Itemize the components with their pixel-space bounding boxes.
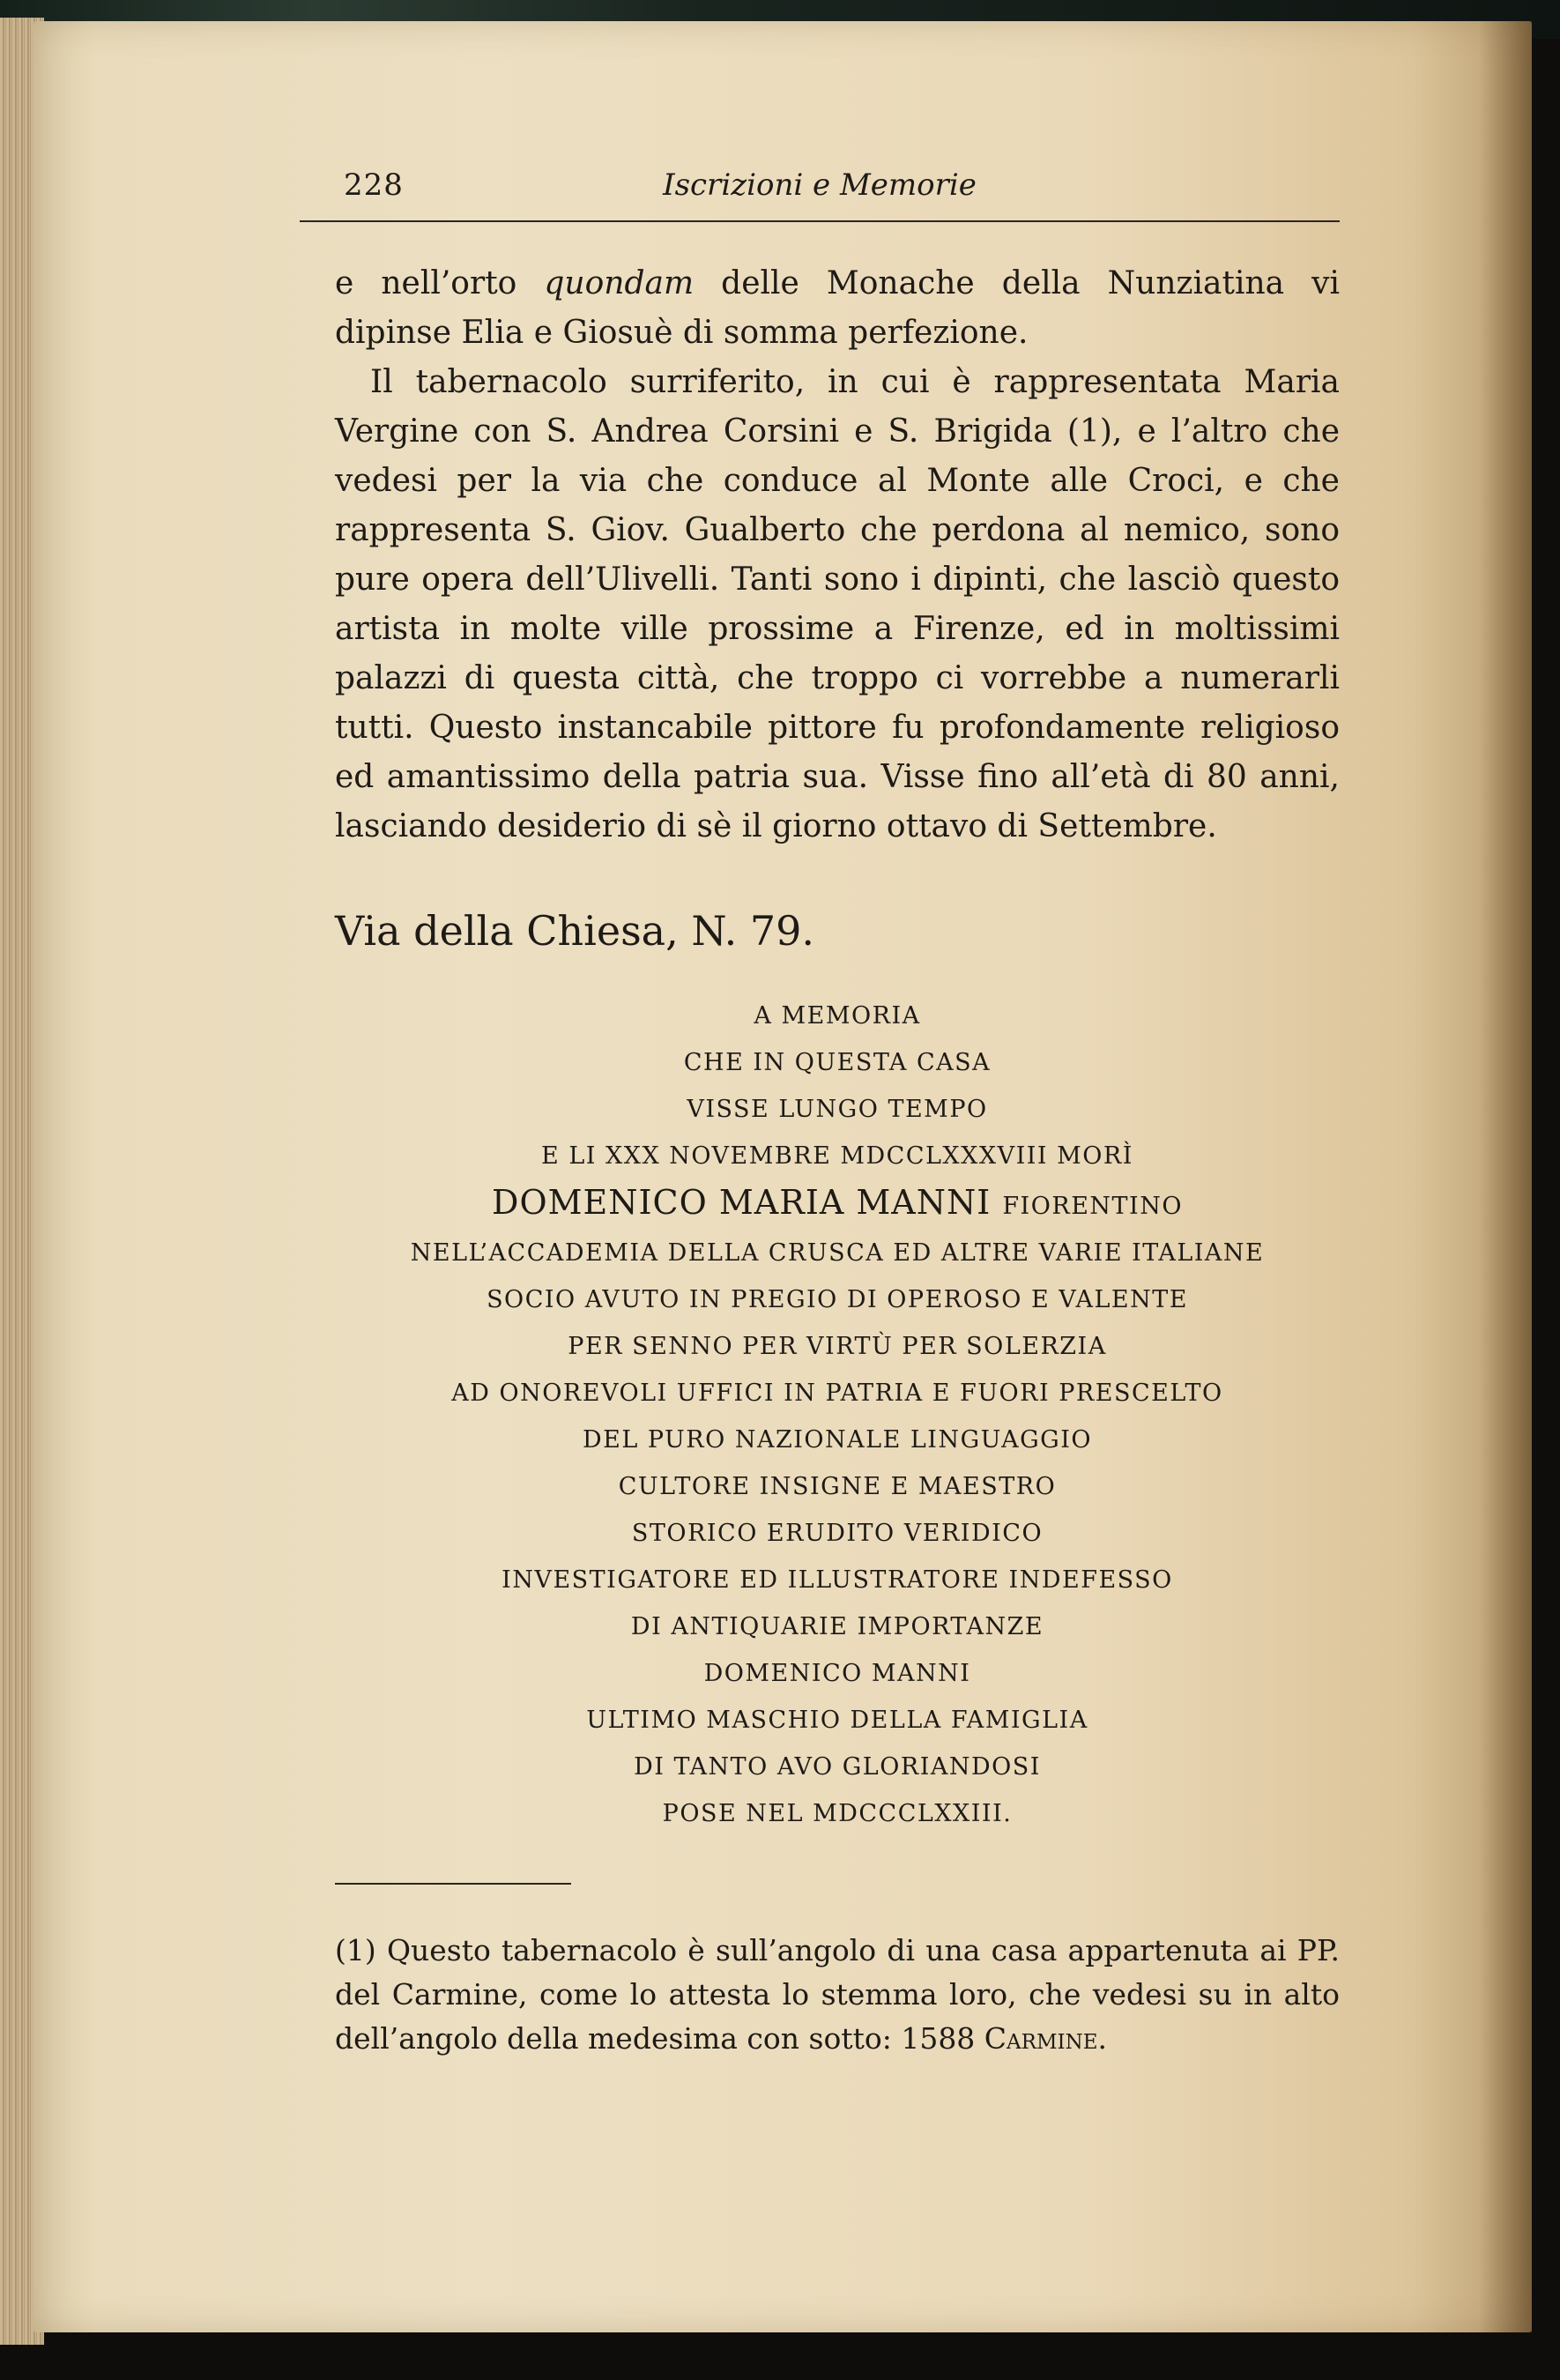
inscription-line: E LI XXX NOVEMBRE MDCCLXXXVIII MORÌ [541, 1142, 1133, 1170]
inscription-line: A MEMORIA [754, 1002, 921, 1030]
inscription-line: DI TANTO AVO GLORIANDOSI [634, 1753, 1041, 1781]
inscription-line: AD ONOREVOLI UFFICI IN PATRIA E FUORI PRESCELTO [451, 1380, 1223, 1407]
page-number: 228 [344, 167, 404, 203]
inscription-line: DOMENICO MANNI [703, 1660, 971, 1687]
inscription-line: STORICO ERUDITO VERIDICO [631, 1520, 1044, 1547]
inscription-line: POSE NEL MDCCCLXXIII. [662, 1800, 1013, 1827]
footnote-reference: (1) [1066, 413, 1112, 450]
inscription-line: DI ANTIQUARIE IMPORTANZE [630, 1613, 1044, 1640]
page-text-block [300, 159, 1340, 2061]
inscription-line: CHE IN QUESTA CASA [683, 1049, 992, 1076]
section-heading: Via della Chiesa, N. 79. [335, 907, 815, 955]
inscription-line: SOCIO AVUTO IN PREGIO DI OPEROSO E VALENTE [487, 1286, 1188, 1313]
inscription-line: PER SENNO PER VIRTÙ PER SOLERZIA [568, 1333, 1107, 1360]
inscription-name-line [335, 1179, 1340, 1230]
honoree-origin: FIORENTINO [1002, 1193, 1183, 1220]
honoree-name: DOMENICO MARIA MANNI [492, 1183, 992, 1222]
italic-word: quondam [544, 265, 695, 301]
paragraph-2: Il tabernacolo surriferito, in cui è rappresentata Maria Vergine con S. Andrea Corsini e S. Brigida (1), e l’altro che vedesi per la via che conduce al Monte alle Croci, e che rappresenta S. Giov. Gualberto che perdona al nemico, sono pure opera dell’Ulivelli. Tanti sono i dipinti, che lasciò questo artista in molte ville prossime a Firenze, ed in moltissimi palazzi di questa città, che troppo ci vorrebbe a numerarli tutti. Questo instancabile pittore fu profondamente religioso ed amantissimo della patria sua. Visse fino all’età di 80 anni, lasciando desiderio di sè il giorno ottavo di Settembre. [335, 364, 1341, 844]
running-title: Iscrizioni e Memorie [663, 167, 977, 203]
inscription-line: ULTIMO MASCHIO DELLA FAMIGLIA [586, 1707, 1088, 1734]
binding-gutter [1479, 21, 1532, 2332]
paragraph-1: e nell’orto quondam delle Monache della Nunziatina vi dipinse Elia e Giosuè di somma perfezione. [335, 265, 1340, 351]
body-text [300, 259, 1340, 852]
running-head [300, 159, 1340, 222]
inscription [300, 993, 1340, 1837]
footnote-divider [335, 1883, 571, 1885]
inscription-line: INVESTIGATORE ED ILLUSTRATORE INDEFESSO [501, 1566, 1173, 1594]
footnote: (1) Questo tabernacolo è sull’angolo di una casa appartenuta ai PP. del Carmine, come lo attesta lo stemma loro, che vedesi su in alto dell’angolo della medesima con sotto: 1588 Carmine. [335, 1933, 1340, 2056]
inscription-line: NELL’ACCADEMIA DELLA CRUSCA ED ALTRE VARIE ITALIANE [410, 1239, 1265, 1267]
inscription-line: CULTORE INSIGNE E MAESTRO [618, 1473, 1057, 1500]
inscription-line: DEL PURO NAZIONALE LINGUAGGIO [582, 1426, 1093, 1454]
inscription-line: VISSE LUNGO TEMPO [687, 1096, 988, 1123]
footnote-smallcaps: Carmine. [984, 2021, 1108, 2056]
